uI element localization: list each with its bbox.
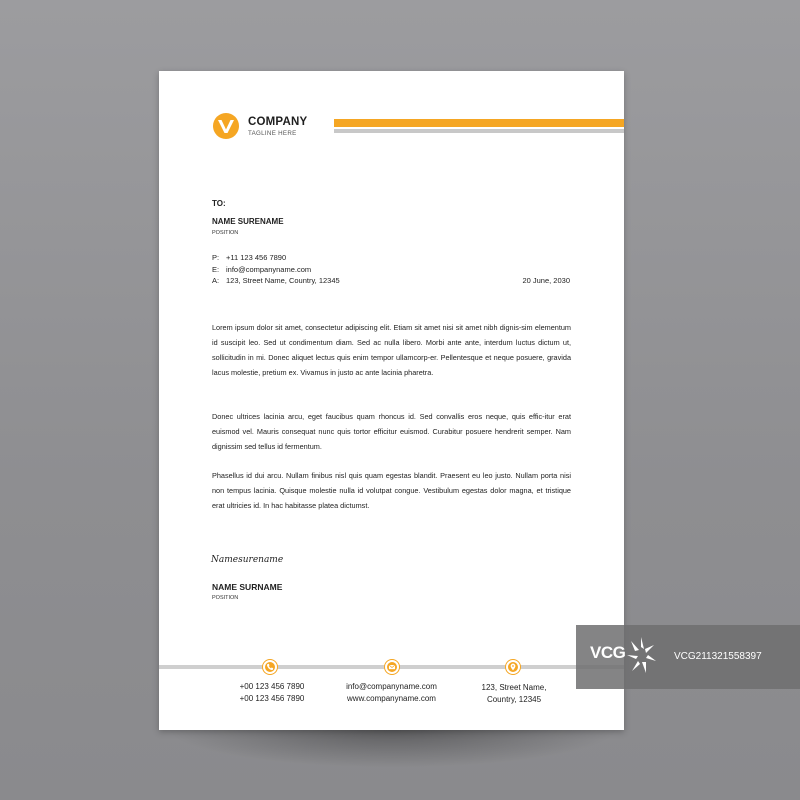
- body-paragraph-2: Donec ultrices lacinia arcu, eget faucibus quam rhoncus id. Sed convallis eros neque, quis effic-itur erat euismod vel. Mauris consequat nunc quis tortor efficitur euismod. Curabitur posuere hendrerit semper. Nam dignissim sed tellus id fermentum.: [212, 412, 571, 451]
- header-secondary-bar: [334, 129, 624, 133]
- recipient-phone: [212, 253, 286, 262]
- footer-phones: [227, 681, 317, 705]
- recipient-address: [212, 276, 340, 285]
- address-value: 123, Street Name, Country, 12345: [226, 276, 340, 285]
- body-paragraph-3: Phasellus id dui arcu. Nullam finibus nisl quis quam egestas blandit. Praesent eu leo justo. Nullam porta nisi non tempus lacinia. Quisque molestie nulla id volutpat congue. Vestibulum egestas dolor magna, et tristique erat ultricies id. In hac habitasse platea dictumst.: [212, 471, 571, 510]
- footer-address-2: Country, 12345: [486, 695, 542, 704]
- email-icon: [385, 660, 399, 674]
- location-icon: [506, 660, 520, 674]
- email-value: info@companyname.com: [226, 265, 312, 274]
- footer-email: info@companyname.com: [346, 682, 437, 691]
- footer-phone-2: +00 123 456 7890: [239, 694, 305, 703]
- signatory-name: NAME SURNAME: [212, 582, 283, 592]
- footer-website: www.companyname.com: [347, 694, 436, 703]
- company-logo: [212, 112, 332, 142]
- watermark-image-id: VCG211321558397: [674, 651, 762, 662]
- to-label: TO:: [212, 199, 226, 208]
- phone-value: +11 123 456 7890: [226, 253, 287, 262]
- company-logo-mark-icon: [212, 112, 240, 140]
- page-shadow: [165, 728, 620, 768]
- watermark-logo: VCG: [590, 643, 626, 662]
- address-key: A:: [212, 276, 220, 285]
- body-paragraph-1: Lorem ipsum dolor sit amet, consectetur adipiscing elit. Etiam sit amet nisi sit amet nibh dignis-sim elementum id suscipit leo. Sed ut condimentum diam. Sed ac nulla libero. Morbi ante ante, interdum luctus dictum ut, sollicitudin in mi. Donec aliquet lectus quis enim tempor ullamcorp-er. Pellentesque et neque posuere, gravida lacus molestie, pretium ex. Vivamus in justo ac ante lacinia pharetra.: [212, 323, 571, 377]
- signatory-position: POSITION: [212, 595, 239, 601]
- handwritten-signature: Namesurename: [211, 555, 284, 565]
- recipient-name: NAME SURENAME: [212, 217, 284, 226]
- recipient-position: POSITION: [212, 230, 239, 236]
- watermark: [576, 625, 800, 689]
- footer-phone-1: +00 123 456 7890: [239, 682, 305, 691]
- footer-address-1: 123, Street Name,: [481, 683, 547, 692]
- letterhead-page: [159, 71, 624, 730]
- footer-web: [334, 681, 449, 705]
- footer-address: [464, 682, 564, 706]
- header-accent-bar: [334, 119, 624, 127]
- phone-key: P:: [212, 253, 220, 262]
- company-tagline: TAGLINE HERE: [248, 130, 297, 137]
- phone-icon: [263, 660, 277, 674]
- letter-date: 20 June, 2030: [522, 276, 570, 285]
- email-key: E:: [212, 265, 220, 274]
- watermark-burst-icon: [624, 635, 658, 677]
- company-name: COMPANY: [248, 116, 308, 128]
- recipient-email: [212, 265, 311, 274]
